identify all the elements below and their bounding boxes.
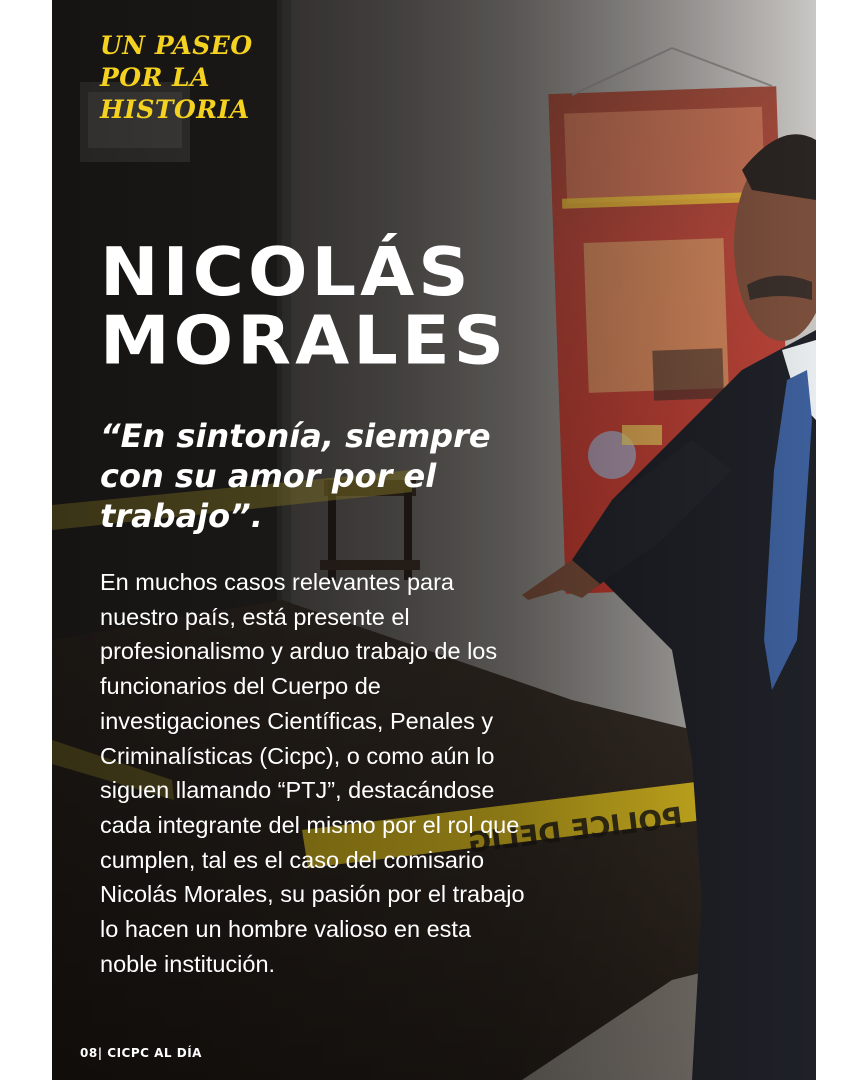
pull-quote: “En sintonía, siempre con su amor por el trabajo”. (100, 417, 491, 535)
kicker-line-2: POR LA (100, 63, 211, 92)
article-body: En muchos casos relevantes para nuestro país, está presente el profesionalismo y arduo trabajo de los funcionarios del Cuerpo de investigaciones Científicas, Penales y Criminalísticas (Cicpc), o como aún lo siguen llamando “PTJ”, destacándose cada integrante del mismo por el rol que cumplen, tal es el caso del comisario Nicolás Morales, su pasión por el trabajo lo hacen un hombre valioso en esta noble institución. (100, 569, 525, 977)
headline-line-1: NICOLÁS (100, 233, 473, 312)
section-kicker (100, 30, 253, 126)
page-footer: 08| CICPC AL DÍA (80, 1046, 202, 1060)
kicker-line-1: UN PASEO (100, 31, 253, 60)
kicker-line-3: HISTORIA (100, 95, 250, 124)
magazine-page (52, 0, 816, 1080)
article-headline (100, 233, 509, 380)
headline-line-2: MORALES (100, 301, 509, 380)
